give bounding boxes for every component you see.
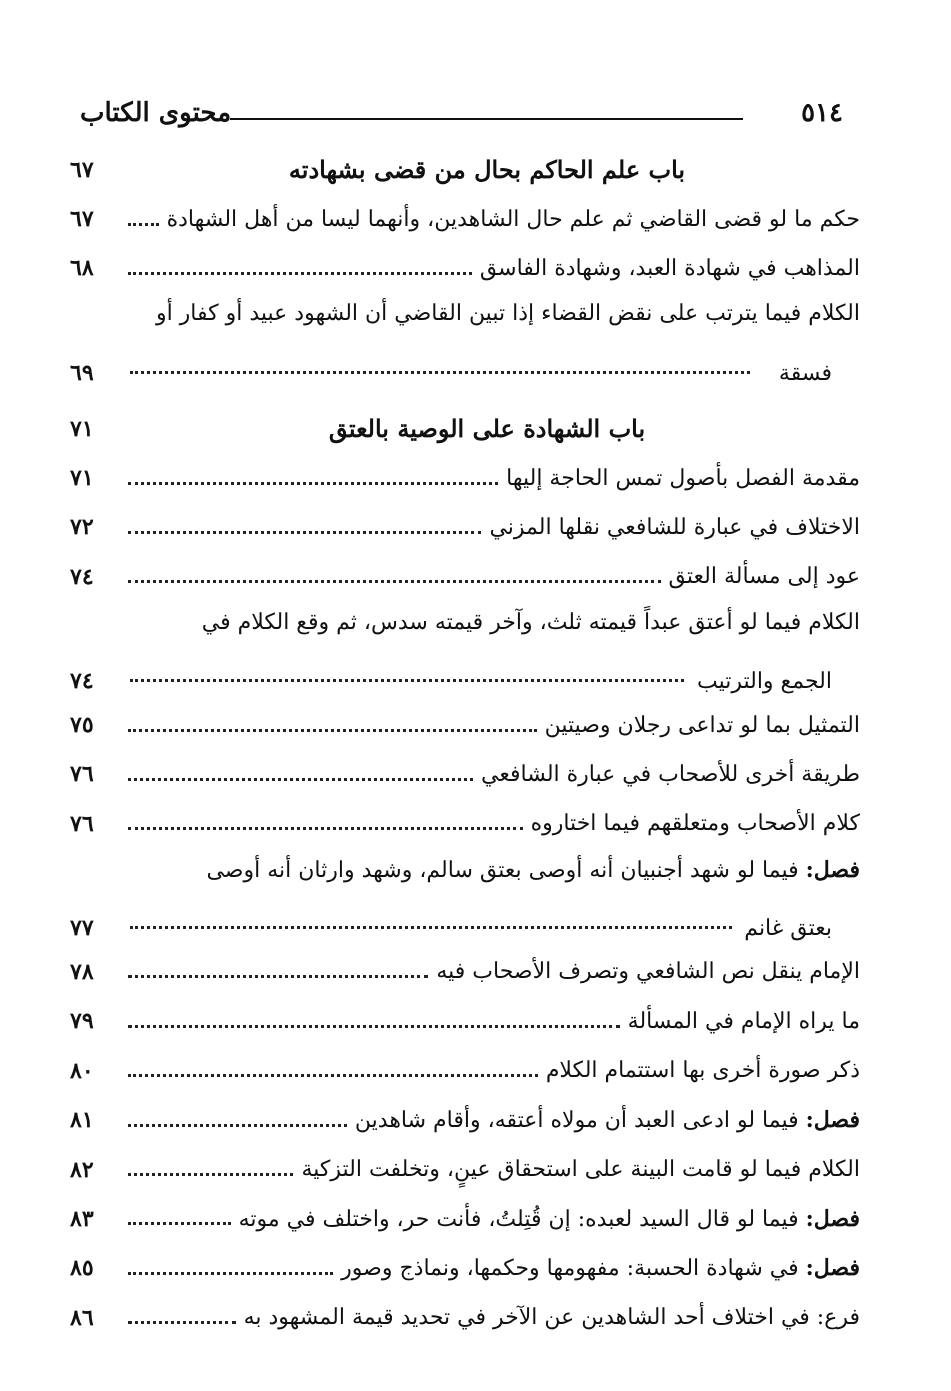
page-number: ٧٨ (70, 958, 94, 985)
leader-dots (128, 272, 472, 275)
entry-title: فيما لو ادعى العبد أن مولاه أعتقه، وأقام شاهدين (354, 1108, 806, 1134)
leader-dots (128, 531, 481, 534)
page-number: ٧٤ (70, 668, 94, 695)
entry-title: المذاهب في شهادة العبد، وشهادة الفاسق (479, 255, 860, 281)
toc-entry (70, 1145, 860, 1194)
page-number: ٧٧ (70, 915, 94, 942)
toc-entry (70, 503, 860, 552)
entry-prefix: فصل: (805, 856, 860, 883)
page-number: ٨٢ (70, 1156, 94, 1183)
leader-dots (130, 371, 750, 374)
entry-text (628, 1009, 860, 1034)
page-number: ٨٣ (70, 1205, 94, 1232)
page-number: ٧٩ (70, 1008, 94, 1035)
entry-title: الكلام فيما لو قامت البينة على استحقاق عينٍ، وتخلفت التزكية (301, 1157, 860, 1183)
leader-dots (128, 975, 428, 978)
leader-dots (128, 1321, 236, 1324)
entry-title: ما يراه الإمام في المسألة (627, 1008, 860, 1034)
entry-text (546, 1058, 860, 1083)
entry-text (669, 564, 860, 589)
page-number: ٨٠ (70, 1057, 94, 1084)
page-number: ٧٦ (70, 761, 94, 788)
page-number: ٧٤ (70, 563, 94, 590)
toc-entry (70, 293, 860, 392)
page-number: ٧١ (70, 465, 94, 492)
toc-entry (70, 194, 860, 243)
page-number: ٧٥ (70, 712, 94, 739)
entry-text (239, 1206, 860, 1232)
leader-dots (128, 1124, 347, 1127)
running-title: محتوى الكتاب (80, 98, 232, 128)
entry-text (341, 1255, 860, 1281)
toc-entry (70, 552, 860, 601)
entry-title: مقدمة الفصل بأصول تمس الحاجة إليها (506, 465, 860, 491)
entry-text (480, 256, 860, 281)
page-number: ٦٨ (70, 255, 94, 282)
leader-dots (128, 482, 498, 485)
entry-prefix: فصل: (805, 1255, 860, 1282)
entry-text (156, 301, 860, 326)
leader-dots (128, 223, 159, 226)
toc-entry (70, 602, 860, 701)
entry-title: الكلام فيما لو أعتق عبداً قيمته ثلث، وآخر قيمته سدس، ثم وقع الكلام في (201, 609, 860, 635)
entry-title: فرع: في اختلاف أحد الشاهدين عن الآخر في تحديد قيمة المشهود به (243, 1305, 860, 1331)
entry-title: في شهادة الحسبة: مفهومها وحكمها، ونماذج وصور (341, 1256, 806, 1282)
page-number: ٦٧ (70, 156, 94, 183)
page-number: ٧٦ (70, 810, 94, 837)
entry-text (506, 466, 860, 491)
entry-title: الكلام فيما يترتب على نقض القضاء إذا تبين القاضي أن الشهود عبيد أو كفار أو (155, 301, 860, 327)
entry-title: التمثيل بما لو تداعى رجلان وصيتين (544, 712, 860, 738)
toc-entry (70, 997, 860, 1046)
toc-entry (70, 1244, 860, 1293)
toc-entry (70, 750, 860, 799)
page-header (80, 88, 843, 128)
entry-text (167, 207, 860, 232)
toc-entry (70, 1095, 860, 1144)
section-heading (70, 404, 860, 453)
toc-entry (70, 799, 860, 848)
entry-text (545, 713, 860, 738)
entry-title: ذكر صورة أخرى بها استتمام الكلام (545, 1058, 860, 1084)
entry-prefix: فصل: (805, 1107, 860, 1134)
leader-dots (128, 827, 523, 830)
entry-title: حكم ما لو قضى القاضي ثم علم حال الشاهدين، وأنهما ليسا من أهل الشهادة (166, 206, 860, 232)
entry-title: طريقة أخرى للأصحاب في عبارة الشافعي (481, 761, 860, 787)
table-of-contents (70, 145, 860, 1342)
page-number: ٧٢ (70, 514, 94, 541)
toc-entry (70, 947, 860, 996)
page-number: ٦٧ (70, 206, 94, 233)
page-number: ٥١٤ (801, 98, 843, 128)
toc-entry (70, 1293, 860, 1342)
page-number: ٧١ (70, 415, 94, 442)
section-heading (70, 145, 860, 194)
entry-title: الاختلاف في عبارة للشافعي نقلها المزني (489, 514, 860, 540)
entry-text (436, 959, 860, 984)
leader-dots (128, 1173, 293, 1176)
leader-dots (128, 1074, 538, 1077)
leader-dots (128, 1272, 333, 1275)
entry-text (489, 515, 860, 540)
toc-entry (70, 849, 860, 948)
entry-text (206, 857, 860, 883)
page-number: ٨١ (70, 1107, 94, 1134)
entry-text (481, 762, 860, 787)
heading-text: باب الشهادة على الوصية بالعتق (328, 414, 646, 444)
leader-dots (128, 778, 473, 781)
page-number: ٦٩ (70, 359, 94, 386)
entry-title: الإمام ينقل نص الشافعي وتصرف الأصحاب فيه (436, 959, 860, 985)
toc-entry (70, 700, 860, 749)
entry-text (531, 811, 860, 836)
entry-title: كلام الأصحاب ومتعلقهم فيما اختاروه (530, 811, 860, 837)
toc-entry (70, 1046, 860, 1095)
entry-text (244, 1305, 860, 1330)
entry-title: فيما لو قال السيد لعبده: إن قُتِلتُ، فأنت حر، واختلف في موته (238, 1206, 806, 1232)
entry-text (301, 1157, 860, 1182)
toc-entry (70, 1194, 860, 1243)
page-number: ٨٦ (70, 1304, 94, 1331)
entry-text (202, 610, 860, 635)
page-number: ٨٥ (70, 1255, 94, 1282)
entry-continuation: الجمع والترتيب (687, 669, 832, 694)
toc-entry (70, 244, 860, 293)
entry-continuation: بعتق غانم (734, 916, 832, 941)
heading-text: باب علم الحاكم بحال من قضى بشهادته (288, 155, 686, 185)
entry-continuation: فسقة (769, 361, 832, 386)
leader-dots (130, 926, 750, 929)
entry-text (355, 1107, 860, 1133)
leader-dots (128, 729, 537, 732)
entry-prefix: فصل: (805, 1205, 860, 1232)
leader-dots (128, 580, 661, 583)
entry-title: فيما لو شهد أجنبيان أنه أوصى بعتق سالم، وشهد وارثان أنه أوصى (206, 857, 806, 883)
toc-entry (70, 453, 860, 502)
header-rule (230, 118, 743, 120)
leader-dots (128, 1025, 620, 1028)
leader-dots (130, 679, 750, 682)
leader-dots (128, 1222, 231, 1225)
section-gap (70, 392, 860, 404)
entry-title: عود إلى مسألة العتق (668, 564, 860, 590)
